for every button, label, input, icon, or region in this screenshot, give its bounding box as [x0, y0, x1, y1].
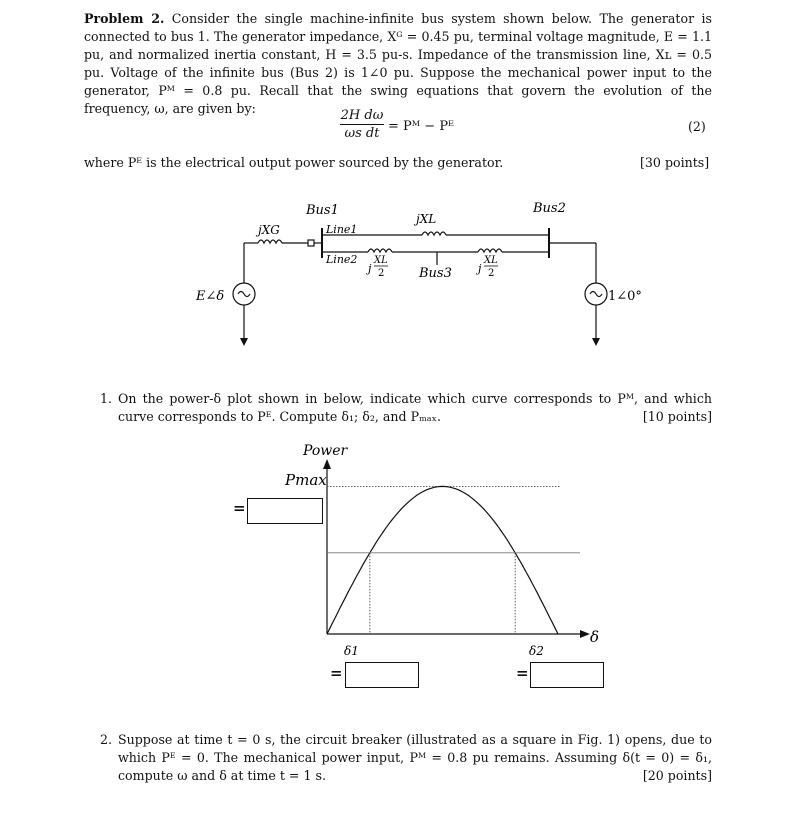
inductor-line1-icon	[422, 232, 446, 235]
delta1-tick-label: δ1	[344, 644, 359, 658]
swing-equation	[340, 108, 480, 148]
circuit-breaker-icon	[308, 240, 314, 246]
half-j-right: j	[478, 262, 482, 275]
problem-intro	[84, 10, 712, 118]
sine-icon	[590, 292, 602, 297]
problem-label: Problem 2.	[84, 11, 165, 26]
circuit-diagram	[0, 190, 793, 360]
bus2-label: Bus2	[533, 201, 566, 216]
swing-fraction	[340, 108, 384, 141]
where-text: where Pᴱ is the electrical output power sourced by the generator.	[84, 155, 504, 170]
delta2-tick-label: δ2	[529, 644, 544, 658]
half-num-right: XL	[484, 255, 498, 266]
equation-number: (2)	[688, 119, 706, 134]
problem-intro-text: Consider the single machine-infinite bus system shown below. The generator is connected to bus 1. The generator impedance, Xᴳ = 0.45 pu, terminal voltage magnitude, E = 1.1 pu, and normalized inertia constant, H = 3.5 pu-s. Impedance of the transmission line, Xʟ = 0.5 pu. Voltage of the infinite bus (Bus 2) is 1∠0 pu. Suppose the mechanical power input to the generator, Pᴹ = 0.8 pu. Recall that the swing equations that govern the evolution of the frequency, ω, are given by:	[84, 11, 712, 116]
inductor-xg-icon	[258, 240, 282, 243]
power-delta-plot	[0, 435, 793, 695]
question-2-text: Suppose at time t = 0 s, the circuit breaker (illustrated as a square in Fig. 1) opens, due to which Pᴱ = 0. The mechanical power input, Pᴹ = 0.8 pu remains. Assuming δ(t = 0) = δ₁, compute ω and δ at time t = 1 s.	[118, 732, 712, 783]
ground-arrow-left-icon	[240, 338, 248, 346]
problem-points: [30 points]	[640, 155, 710, 170]
inductor-line2b-icon	[478, 249, 502, 252]
pmax-answer-box[interactable]	[247, 498, 323, 524]
line2-label: Line2	[326, 253, 358, 266]
swing-rhs: = Pᴹ − Pᴱ	[388, 119, 455, 134]
half-den-left: 2	[378, 268, 385, 279]
ground-arrow-right-icon	[592, 338, 600, 346]
delta2-equals: =	[516, 664, 529, 682]
question-2	[100, 731, 712, 785]
pmax-equals: =	[233, 499, 246, 517]
plot-ylabel: Power	[303, 443, 348, 459]
inductor-line2a-icon	[368, 249, 392, 252]
bus3-label: Bus3	[419, 266, 452, 281]
bus1-label: Bus1	[306, 203, 339, 218]
source-left-label: E∠δ	[196, 289, 225, 304]
plot-pmax-label: Pmax	[285, 471, 327, 489]
delta1-equals: =	[330, 664, 343, 682]
line1-label: Line1	[326, 223, 358, 236]
swing-numerator: 2H dω	[340, 108, 384, 123]
half-j-left: j	[368, 262, 372, 275]
delta1-answer-box[interactable]	[345, 662, 419, 688]
plot-xlabel: δ	[590, 628, 600, 646]
pe-curve	[327, 486, 558, 634]
x-axis-arrow-icon	[580, 630, 590, 638]
question-1-points: [10 points]	[642, 409, 712, 424]
question-2-number: 2.	[100, 732, 113, 747]
half-den-right: 2	[488, 268, 495, 279]
jxg-label: jXG	[258, 223, 280, 237]
question-1-text: On the power-δ plot shown in below, indicate which curve corresponds to Pᴹ, and which curve corresponds to Pᴱ. Compute δ₁; δ₂, and Pₘₐₓ.	[118, 391, 712, 424]
jxl-label: jXL	[416, 212, 437, 226]
half-num-left: XL	[374, 255, 388, 266]
delta2-answer-box[interactable]	[530, 662, 604, 688]
question-1	[100, 390, 712, 426]
sine-icon	[238, 292, 250, 297]
question-1-number: 1.	[100, 391, 113, 406]
swing-denominator: ωs dt	[344, 126, 380, 141]
y-axis-arrow-icon	[323, 459, 331, 469]
source-right-label: 1∠0°	[608, 289, 642, 304]
question-2-points: [20 points]	[642, 768, 712, 783]
